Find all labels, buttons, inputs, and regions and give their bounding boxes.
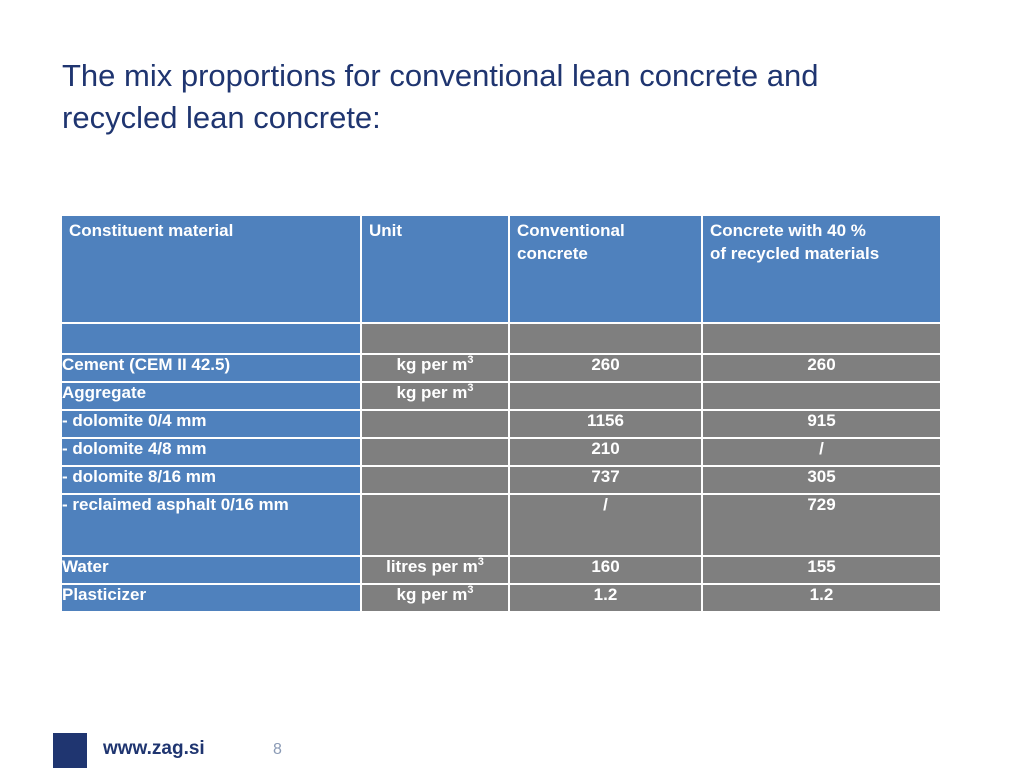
cell-recycled: 305	[702, 466, 941, 494]
title-line-1: The mix proportions for conventional lean concrete and	[62, 58, 819, 93]
cell-unit	[361, 466, 509, 494]
cell-conventional	[509, 382, 702, 410]
table-row-water	[61, 556, 941, 584]
cell-unit	[361, 494, 509, 556]
table-row-cement	[61, 354, 941, 382]
cell-material: Cement (CEM II 42.5)	[61, 354, 361, 382]
table-header-row	[61, 215, 941, 323]
cell-unit	[361, 438, 509, 466]
cell-material: - dolomite 0/4 mm	[61, 410, 361, 438]
cell-unit	[361, 584, 509, 612]
header-conventional	[509, 215, 702, 323]
header-material: Constituent material	[61, 215, 361, 323]
cell-unit	[361, 556, 509, 584]
cell-material: - dolomite 8/16 mm	[61, 466, 361, 494]
cell-material: Plasticizer	[61, 584, 361, 612]
cell-material: Aggregate	[61, 382, 361, 410]
header-conventional-line-2: concrete	[517, 244, 588, 263]
slide-title	[62, 55, 962, 139]
spacer-cell	[702, 323, 941, 354]
cell-material: - reclaimed asphalt 0/16 mm	[61, 494, 361, 556]
header-unit: Unit	[361, 215, 509, 323]
cell-recycled: 1.2	[702, 584, 941, 612]
cell-conventional: 210	[509, 438, 702, 466]
unit-text: kg per m	[396, 383, 468, 402]
table-row-aggregate	[61, 382, 941, 410]
mix-proportions-table	[60, 214, 942, 613]
cell-conventional: /	[509, 494, 702, 556]
cell-material: Water	[61, 556, 361, 584]
table-row-reclaimed-asphalt	[61, 494, 941, 556]
unit-superscript: 3	[467, 382, 474, 394]
unit-text: kg per m	[396, 585, 468, 604]
spacer-cell	[361, 323, 509, 354]
header-recycled-line-2: of recycled materials	[710, 244, 880, 263]
unit-superscript: 3	[467, 354, 474, 366]
table-row-dolomite-4-8	[61, 438, 941, 466]
unit-text: litres per m	[386, 557, 478, 576]
header-conventional-line-1: Conventional	[517, 221, 625, 240]
cell-recycled: /	[702, 438, 941, 466]
cell-recycled	[702, 382, 941, 410]
header-recycled	[702, 215, 941, 323]
cell-conventional: 1.2	[509, 584, 702, 612]
table-row-dolomite-0-4	[61, 410, 941, 438]
cell-conventional: 737	[509, 466, 702, 494]
cell-conventional: 260	[509, 354, 702, 382]
cell-recycled: 155	[702, 556, 941, 584]
footer-url[interactable]: www.zag.si	[103, 738, 205, 759]
unit-text: kg per m	[396, 355, 468, 374]
header-recycled-line-1: Concrete with 40 %	[710, 221, 866, 240]
cell-recycled: 729	[702, 494, 941, 556]
cell-recycled: 915	[702, 410, 941, 438]
cell-unit	[361, 410, 509, 438]
unit-superscript: 3	[467, 584, 474, 596]
table-spacer-row	[61, 323, 941, 354]
cell-conventional: 1156	[509, 410, 702, 438]
cell-conventional: 160	[509, 556, 702, 584]
unit-superscript: 3	[477, 556, 484, 568]
table-row-dolomite-8-16	[61, 466, 941, 494]
cell-recycled: 260	[702, 354, 941, 382]
table-row-plasticizer	[61, 584, 941, 612]
spacer-cell	[509, 323, 702, 354]
title-line-2: recycled lean concrete:	[62, 100, 381, 135]
cell-unit	[361, 382, 509, 410]
cell-unit	[361, 354, 509, 382]
cell-material: - dolomite 4/8 mm	[61, 438, 361, 466]
page-number: 8	[273, 741, 282, 758]
spacer-cell	[61, 323, 361, 354]
footer-logo-square	[53, 733, 87, 768]
